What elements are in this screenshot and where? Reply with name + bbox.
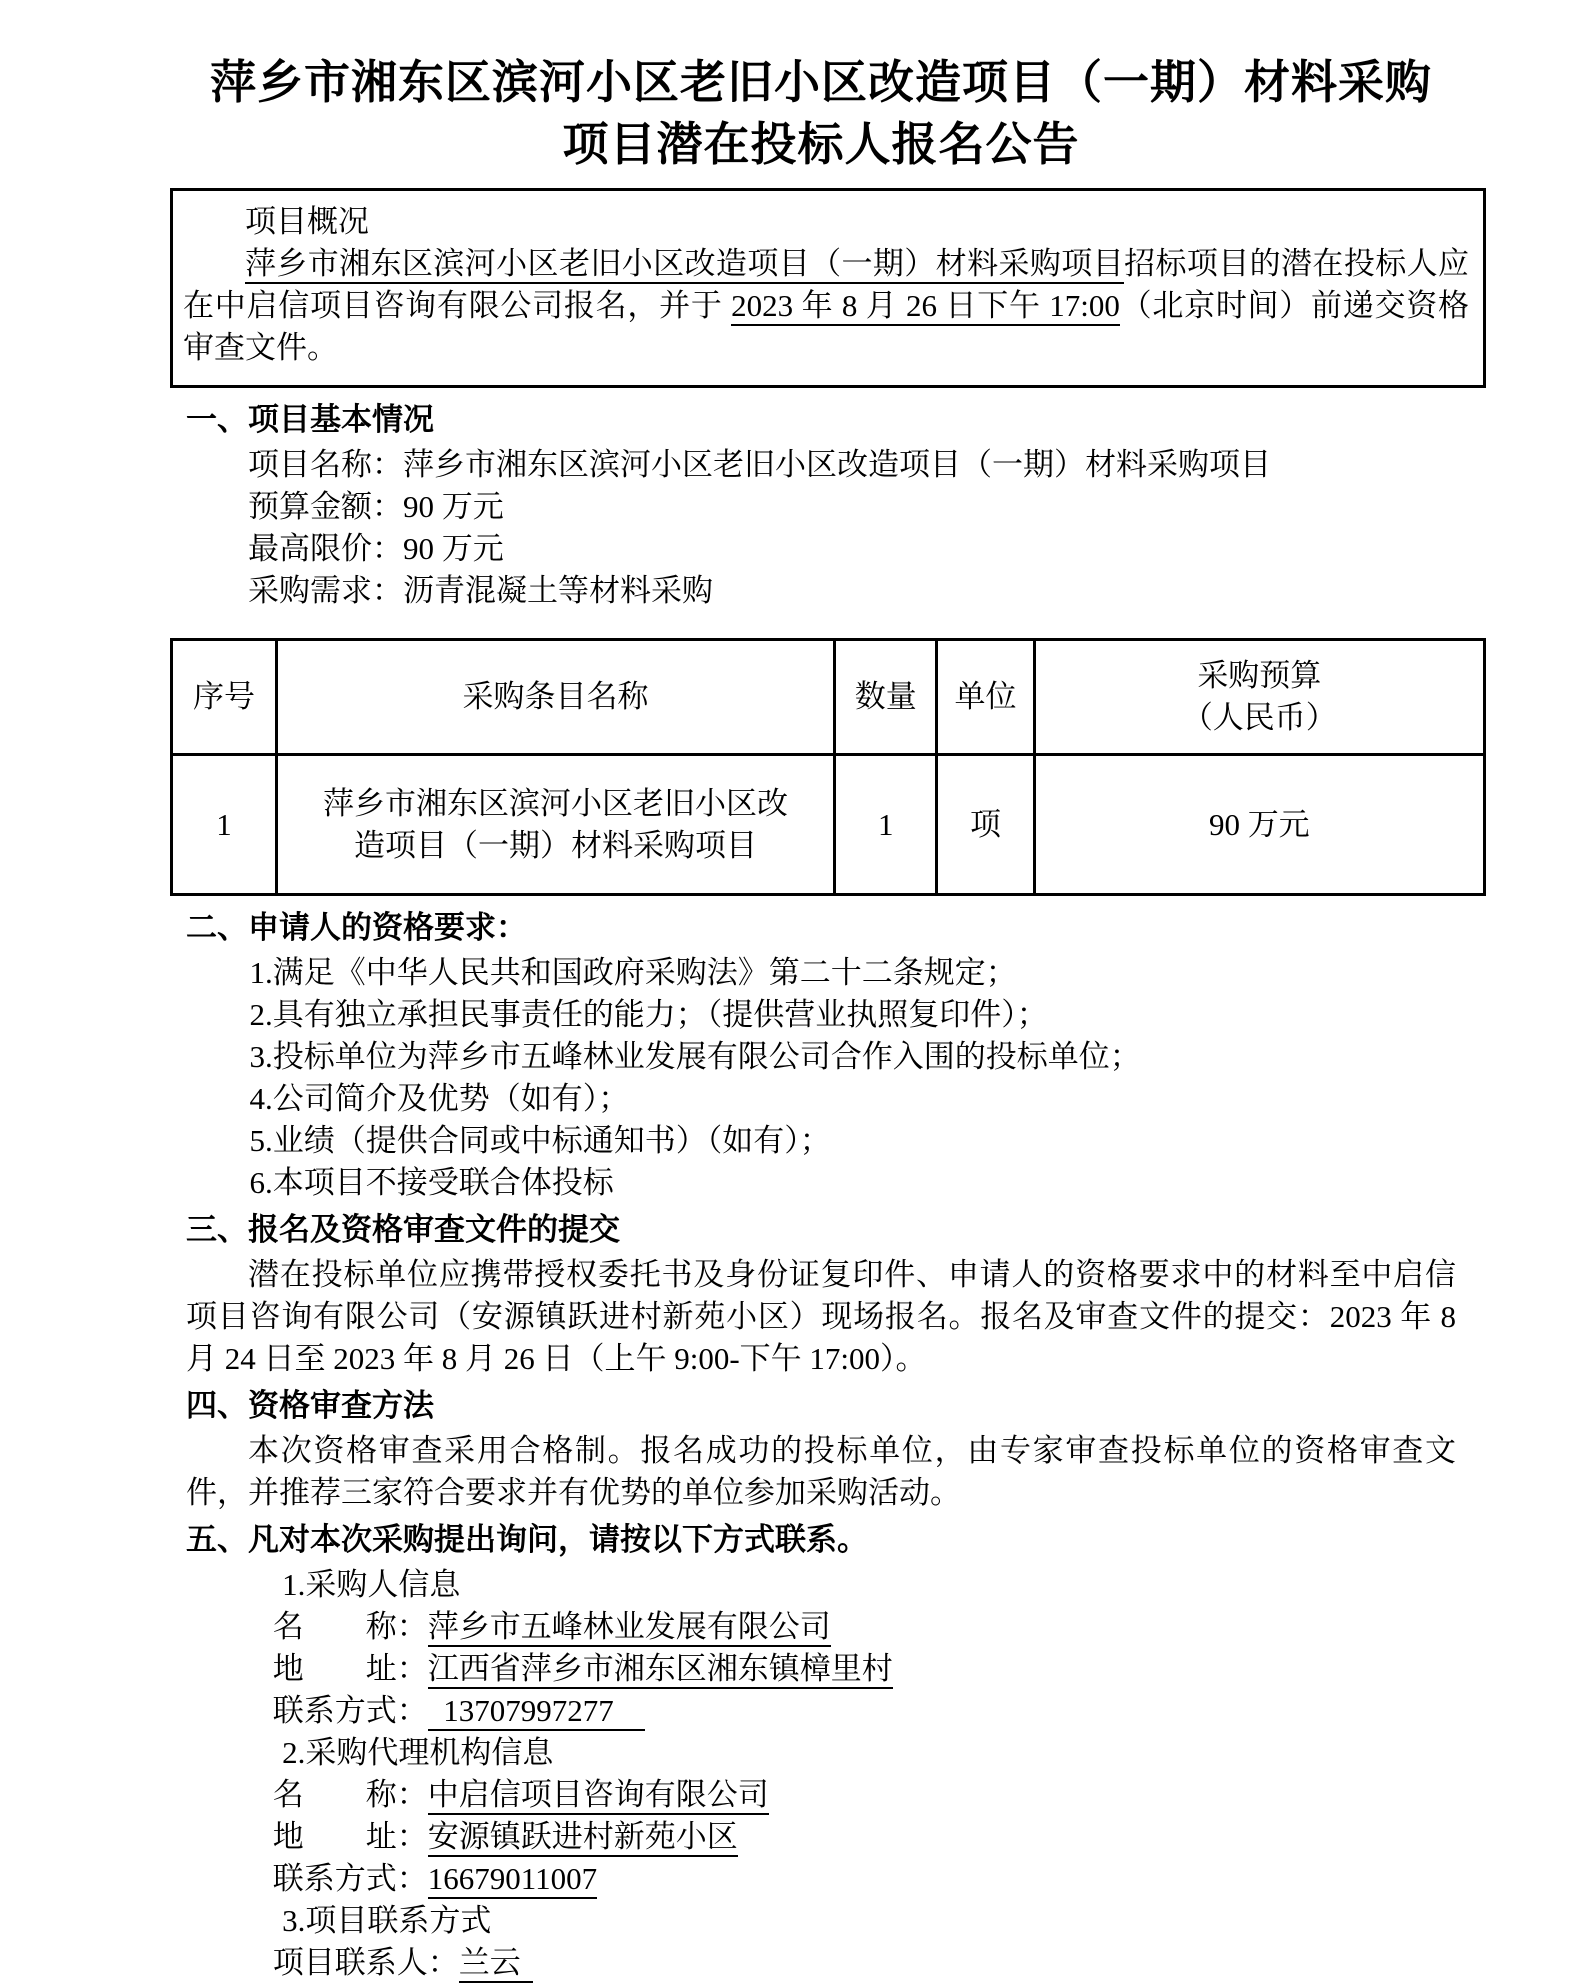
header-budget-line-1: 采购预算 [1197,658,1322,693]
section-4-heading: 四、资格审查方法 [186,1388,434,1423]
agency-address-value: 安源镇跃进村新苑小区 [428,1819,738,1857]
qualification-item-3: 3.投标单位为萍乡市五峰林业发展有限公司合作入围的投标单位； [249,1039,1141,1074]
purchaser-name-line [186,1606,1456,1648]
overview-project-name-underlined: 萍乡市湘东区滨河小区老旧小区改造项目（一期）材料采购项目 [245,246,1124,284]
agency-name-line [186,1774,1456,1816]
title-line-1: 萍乡市湘东区滨河小区老旧小区改造项目（一期）材料采购 [210,57,1432,108]
cell-budget: 90 万元 [1034,755,1484,895]
cell-quantity: 1 [835,755,937,895]
agency-phone-label: 联系方式： [272,1861,428,1896]
overview-label: 项目概况 [245,204,369,239]
section-3-heading: 三、报名及资格审查文件的提交 [186,1212,620,1247]
header-budget [1034,640,1484,755]
max-price-line: 最高限价：90 万元 [248,531,504,566]
table-row [172,755,1485,895]
purchaser-phone-value: 13707997277 [428,1693,645,1731]
qualification-item-4: 4.公司简介及优势（如有）； [249,1081,630,1116]
agency-name-label: 名 称： [272,1777,428,1812]
purchaser-address-value: 江西省萍乡市湘东区湘东镇樟里村 [428,1651,893,1689]
header-quantity: 数量 [835,640,937,755]
agency-phone-value: 16679011007 [428,1861,597,1899]
procurement-demand-line: 采购需求：沥青混凝土等材料采购 [248,573,713,608]
page-title [186,52,1456,176]
project-contact-heading: 3.项目联系方式 [282,1903,492,1938]
agency-info-heading: 2.采购代理机构信息 [282,1735,554,1770]
project-contact-line [186,1942,1456,1984]
project-contact-value: 兰云 [459,1945,533,1983]
section-1-heading: 一、项目基本情况 [186,402,434,437]
cell-serial-no: 1 [172,755,277,895]
purchaser-address-line [186,1648,1456,1690]
cell-unit: 项 [937,755,1034,895]
section-5-heading: 五、凡对本次采购提出询问，请按以下方式联系。 [186,1522,868,1557]
table-header-row [172,640,1485,755]
cell-item-name [277,755,835,895]
overview-text-1: 招标项目的潜在投标人应在中启信项目咨询有限公司报名，并于 [183,246,1470,323]
header-item-name: 采购条目名称 [277,640,835,755]
project-overview-box [170,188,1486,388]
overview-text-2: （北京时间）前递交资格审查文件。 [183,288,1470,365]
overview-paragraph [183,243,1469,369]
qualification-item-2: 2.具有独立承担民事责任的能力；（提供营业执照复印件）； [249,997,1048,1032]
project-contact-label: 项目联系人： [272,1945,459,1980]
header-serial-no: 序号 [172,640,277,755]
agency-address-label: 地 址： [272,1819,428,1854]
overview-deadline-underlined: 2023 年 8 月 26 日下午 17:00 [731,288,1120,326]
purchaser-name-label: 名 称： [272,1609,428,1644]
agency-phone-line [186,1858,1456,1900]
qualification-item-1: 1.满足《中华人民共和国政府采购法》第二十二条规定； [249,955,1017,990]
purchaser-phone-label: 联系方式： [272,1693,428,1728]
agency-address-line [186,1816,1456,1858]
qualification-item-6: 6.本项目不接受联合体投标 [249,1165,614,1200]
agency-name-value: 中启信项目咨询有限公司 [428,1777,769,1815]
purchaser-name-value: 萍乡市五峰林业发展有限公司 [428,1609,831,1647]
review-method-paragraph: 本次资格审查采用合格制。报名成功的投标单位，由专家审查投标单位的资格审查文件，并推荐三家符合要求并有优势的单位参加采购活动。 [186,1433,1456,1510]
purchaser-address-label: 地 址： [272,1651,428,1686]
procurement-table [170,638,1486,896]
qualification-item-5: 5.业绩（提供合同或中标通知书）（如有）； [249,1123,831,1158]
header-unit: 单位 [937,640,1034,755]
cell-item-name-text: 萍乡市湘东区滨河小区老旧小区改造项目（一期）材料采购项目 [323,785,789,863]
header-budget-line-2: （人民币） [1181,700,1337,735]
purchaser-phone-line [186,1690,1456,1732]
section-2-heading: 二、申请人的资格要求： [186,910,527,945]
budget-amount-line: 预算金额：90 万元 [248,489,504,524]
title-line-2: 项目潜在投标人报名公告 [562,119,1080,170]
purchaser-info-heading: 1.采购人信息 [282,1567,461,1602]
project-name-line: 项目名称：萍乡市湘东区滨河小区老旧小区改造项目（一期）材料采购项目 [248,447,1271,482]
registration-paragraph: 潜在投标单位应携带授权委托书及身份证复印件、申请人的资格要求中的材料至中启信项目咨询有限公司（安源镇跃进村新苑小区）现场报名。报名及审查文件的提交：2023 年 8 月 24 日至 2023 年 8 月 26 日（上午 9:00-下午 17:00）。 [186,1257,1456,1376]
